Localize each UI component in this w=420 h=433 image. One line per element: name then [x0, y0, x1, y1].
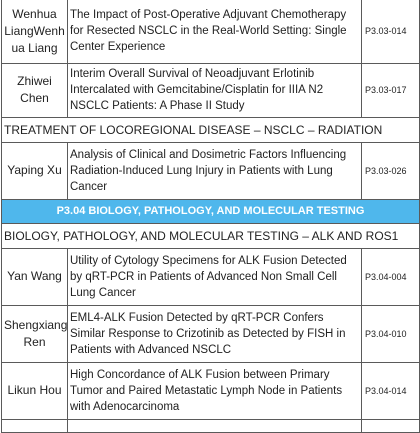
category-header — [2, 199, 420, 223]
abstract-schedule-table — [1, 0, 420, 433]
section-subheader — [2, 223, 420, 248]
title-cell: EML4-ALK Fusion Detected by qRT-PCR Confers Similar Response to Crizotinib as Detected by FISH in Patients with Advanced NSCLC — [68, 305, 362, 362]
code-cell: P3.03-017 — [362, 63, 420, 117]
author-cell: Likun Hou — [2, 362, 68, 419]
code-cell: P3.04-004 — [362, 248, 420, 305]
code-cell: P3.04-014 — [362, 362, 420, 419]
title-cell: Utility of Cytology Specimens for ALK Fusion Detected by qRT-PCR in Patients of Advanced Non Small Cell Lung Cancer — [68, 248, 362, 305]
empty-cell — [2, 419, 68, 432]
author-cell: Yaping Xu — [2, 142, 68, 199]
table-row — [2, 305, 420, 362]
table-row — [2, 419, 420, 432]
table-row — [2, 362, 420, 419]
category-label: P3.04 BIOLOGY, PATHOLOGY, AND MOLECULAR TESTING — [2, 199, 420, 223]
author-cell: Zhiwei Chen — [2, 63, 68, 117]
title-cell: Analysis of Clinical and Dosimetric Factors Influencing Radiation-Induced Lung Injury in Patients with Lung Cancer — [68, 142, 362, 199]
table-row — [2, 248, 420, 305]
code-cell: P3.03-026 — [362, 142, 420, 199]
author-cell: Yan Wang — [2, 248, 68, 305]
title-cell: Interim Overall Survival of Neoadjuvant Erlotinib Intercalated with Gemcitabine/Cisplatin for IIIA N2 NSCLC Patients: A Phase II Study — [68, 63, 362, 117]
section-subheader — [2, 117, 420, 142]
code-cell: P3.04-010 — [362, 305, 420, 362]
table-row — [2, 0, 420, 63]
title-cell: High Concordance of ALK Fusion between Primary Tumor and Paired Metastatic Lymph Node in Patients with Adenocarcinoma — [68, 362, 362, 419]
author-cell: Shengxiang Ren — [2, 305, 68, 362]
table-row — [2, 142, 420, 199]
code-cell: P3.03-014 — [362, 0, 420, 63]
empty-cell — [68, 419, 362, 432]
title-cell: The Impact of Post-Operative Adjuvant Chemotherapy for Resected NSCLC in the Real-World Setting: Single Center Experience — [68, 0, 362, 63]
author-cell: Wenhua LiangWenh ua Liang — [2, 0, 68, 63]
subheader-label: TREATMENT OF LOCOREGIONAL DISEASE – NSCLC – RADIATION — [2, 117, 420, 142]
table-row — [2, 63, 420, 117]
empty-cell — [362, 419, 420, 432]
subheader-label: BIOLOGY, PATHOLOGY, AND MOLECULAR TESTING – ALK AND ROS1 — [2, 223, 420, 248]
